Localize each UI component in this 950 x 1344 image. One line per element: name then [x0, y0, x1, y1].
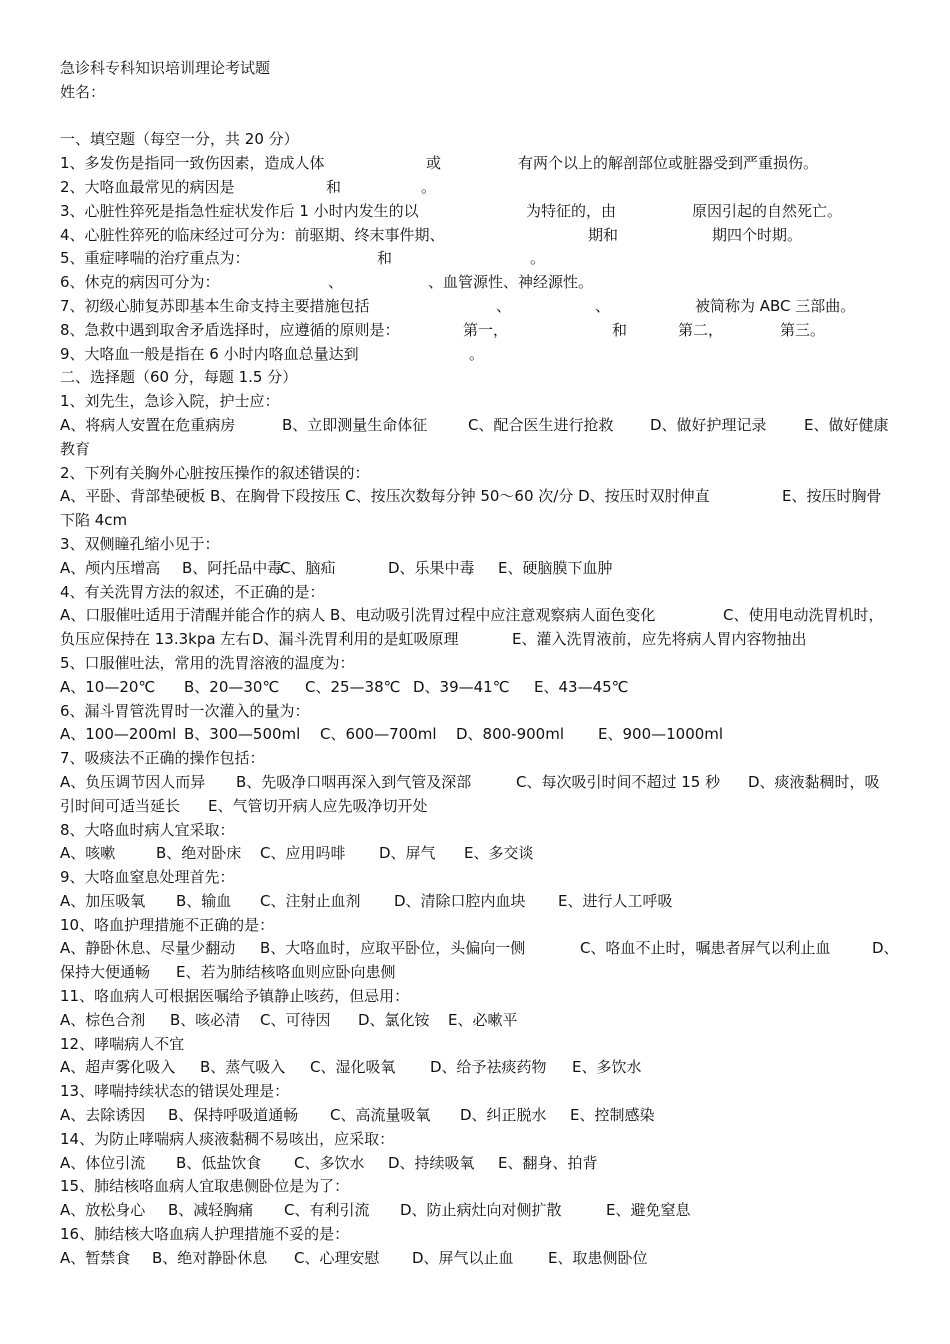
text-segment: D、屏气以止血	[412, 1248, 514, 1267]
text-segment: C、使用电动洗胃机时，	[723, 606, 884, 625]
text-line	[60, 1080, 896, 1104]
text-segment: 11、咯血病人可根据医嘱给予镇静止咳药，但忌用：	[60, 987, 410, 1006]
exam-body	[60, 128, 899, 1270]
text-segment: 期四个时期。	[712, 225, 803, 244]
text-segment: C、25—38℃	[305, 677, 401, 696]
text-segment: D、防止病灶向对侧扩散	[400, 1201, 562, 1220]
text-line	[60, 438, 896, 462]
text-segment: 9、大咯血窒息处理首先：	[60, 868, 235, 887]
text-line	[60, 271, 896, 295]
name-label: 姓名：	[60, 82, 106, 101]
text-segment: 1、刘先生，急诊入院，护士应：	[60, 392, 280, 411]
text-segment: B、立即测量生命体征	[282, 415, 428, 434]
text-segment: D、清除口腔内血块	[394, 891, 526, 910]
text-segment: 。	[469, 344, 485, 363]
text-segment: D、纠正脱水	[460, 1106, 547, 1125]
text-segment: A、加压吸氧	[60, 891, 146, 910]
text-segment: A、平卧、背部垫硬板 B、在胸骨下段按压 C、按压次数每分钟 50～60 次/分 D、按压时双肘伸直	[60, 487, 710, 506]
text-segment: E、43—45℃	[534, 677, 629, 696]
text-segment: A、静卧休息、尽量少翻动	[60, 939, 236, 958]
text-segment: 期和	[588, 225, 619, 244]
text-segment: A、体位引流	[60, 1153, 146, 1172]
text-segment: 7、初级心肺复苏即基本生命支持主要措施包括	[60, 296, 370, 315]
text-line	[60, 652, 896, 676]
text-segment: A、颅内压增高	[60, 558, 161, 577]
text-segment: B、绝对卧床	[156, 844, 242, 863]
text-segment: 有两个以上的解剖部位或脏器受到严重损伤。	[518, 154, 819, 173]
text-segment: E、多饮水	[572, 1058, 642, 1077]
text-segment: 16、肺结核大咯血病人护理措施不妥的是：	[60, 1225, 350, 1244]
text-line	[60, 1128, 896, 1152]
text-segment: 2、大咯血最常见的病因是	[60, 177, 235, 196]
document-title	[60, 57, 896, 81]
text-line	[60, 295, 896, 319]
text-line	[60, 224, 896, 248]
text-segment: E、取患侧卧位	[548, 1248, 648, 1267]
text-segment: A、去除诱因	[60, 1106, 146, 1125]
text-segment: 5、口服催吐法，常用的洗胃溶液的温度为：	[60, 653, 355, 672]
text-line	[60, 557, 896, 581]
text-segment: D、痰液黏稠时，吸	[748, 772, 880, 791]
text-line	[60, 914, 896, 938]
text-line	[60, 319, 896, 343]
text-line	[60, 247, 896, 271]
text-segment: D、持续吸氧	[388, 1153, 475, 1172]
text-segment: 第一，	[463, 320, 509, 339]
exam-document	[60, 57, 899, 1271]
text-segment: E、控制感染	[570, 1106, 655, 1125]
text-segment: B、输血	[176, 891, 232, 910]
text-segment: 3、心脏性猝死是指急性症状发作后 1 小时内发生的以	[60, 201, 419, 220]
text-line	[60, 676, 896, 700]
text-segment: C、有利引流	[284, 1201, 370, 1220]
text-line	[60, 1199, 896, 1223]
text-segment: A、口服催吐适用于清醒并能合作的病人 B、电动吸引洗胃过程中应注意观察病人面色变化	[60, 606, 656, 625]
text-segment: 3、双侧瞳孔缩小见于：	[60, 534, 220, 553]
text-segment: E、若为肺结核咯血则应卧向患侧	[176, 963, 396, 982]
text-segment: 第三。	[780, 320, 826, 339]
text-segment: C、每次吸引时间不超过 15 秒	[516, 772, 721, 791]
text-segment: D、氯化铵	[358, 1010, 430, 1029]
text-line	[60, 1175, 896, 1199]
text-segment: 被简称为 ABC 三部曲。	[695, 296, 856, 315]
text-segment: D、做好护理记录	[650, 415, 767, 434]
text-segment: 8、急救中遇到取舍矛盾选择时，应遵循的原则是：	[60, 320, 400, 339]
text-segment: E、进行人工呼吸	[558, 891, 673, 910]
text-segment: 7、吸痰法不正确的操作包括：	[60, 749, 265, 768]
text-line	[60, 795, 896, 819]
text-segment: B、300—500ml	[184, 725, 301, 744]
text-segment: B、减轻胸痛	[168, 1201, 254, 1220]
text-segment: D、屏气	[379, 844, 436, 863]
text-line	[60, 1223, 896, 1247]
text-segment: 10、咯血护理措施不正确的是：	[60, 915, 275, 934]
text-segment: A、负压调节因人而异	[60, 772, 206, 791]
text-segment: 。	[421, 177, 437, 196]
text-segment: 9、大咯血一般是指在 6 小时内咯血总量达到	[60, 344, 359, 363]
text-line	[60, 152, 896, 176]
text-line	[60, 414, 896, 438]
text-segment: D、给予祛痰药物	[430, 1058, 547, 1077]
text-line	[60, 937, 899, 961]
name-line	[60, 81, 896, 105]
text-segment: A、棕色合剂	[60, 1010, 146, 1029]
text-segment: 保持大便通畅	[60, 963, 151, 982]
text-segment: 原因引起的自然死亡。	[692, 201, 843, 220]
text-segment: A、10—20℃	[60, 677, 156, 696]
text-segment: A、咳嗽	[60, 844, 116, 863]
text-line	[60, 628, 896, 652]
text-segment: A、将病人安置在危重病房	[60, 415, 236, 434]
text-line	[60, 1104, 896, 1128]
text-segment: 。	[530, 249, 546, 268]
text-segment: 、	[595, 296, 611, 315]
text-segment: 8、大咯血时病人宜采取：	[60, 820, 235, 839]
text-segment: 5、重症哮喘的治疗重点为：	[60, 249, 250, 268]
text-segment: E、900—1000ml	[598, 725, 724, 744]
text-line	[60, 700, 896, 724]
text-segment: E、必嗽平	[448, 1010, 518, 1029]
text-line	[60, 1247, 896, 1271]
text-segment: 和	[612, 320, 628, 339]
text-segment: 和	[326, 177, 342, 196]
text-line	[60, 842, 896, 866]
text-segment: A、100—200ml	[60, 725, 177, 744]
text-segment: 、	[496, 296, 512, 315]
text-line	[60, 890, 896, 914]
text-line	[60, 961, 896, 985]
text-segment: 12、哮喘病人不宜	[60, 1034, 185, 1053]
text-segment: 一、填空题（每空一分，共 20 分）	[60, 130, 299, 149]
text-segment: A、放松身心	[60, 1201, 146, 1220]
text-line	[60, 533, 896, 557]
text-segment: B、20—30℃	[184, 677, 280, 696]
text-line	[60, 462, 896, 486]
text-segment: 6、休克的病因可分为：	[60, 273, 220, 292]
text-line	[60, 866, 896, 890]
text-segment: E、按压时胸骨	[782, 487, 882, 506]
text-line	[60, 604, 896, 628]
text-line	[60, 176, 896, 200]
text-line	[60, 128, 896, 152]
text-segment: E、多交谈	[464, 844, 534, 863]
text-segment: B、蒸气吸入	[200, 1058, 286, 1077]
text-segment: C、可待因	[260, 1010, 331, 1029]
text-segment: 1、多发伤是指同一致伤因素，造成人体	[60, 154, 325, 173]
text-segment: B、阿托品中毒	[182, 558, 283, 577]
text-segment: A、超声雾化吸入	[60, 1058, 176, 1077]
text-segment: 二、选择题（60 分，每题 1.5 分）	[60, 368, 298, 387]
text-segment: 15、肺结核咯血病人宜取患侧卧位是为了：	[60, 1177, 350, 1196]
text-line	[60, 771, 896, 795]
text-line	[60, 819, 896, 843]
text-segment: 2、下列有关胸外心脏按压操作的叙述错误的：	[60, 463, 370, 482]
text-line	[60, 985, 896, 1009]
text-segment: 第二，	[678, 320, 724, 339]
text-segment: A、暂禁食	[60, 1248, 131, 1267]
text-segment: B、先吸净口咽再深入到气管及深部	[236, 772, 472, 791]
text-line	[60, 747, 896, 771]
text-segment: E、翻身、拍背	[498, 1153, 598, 1172]
text-segment: 、	[328, 273, 344, 292]
text-line	[60, 366, 896, 390]
text-line	[60, 390, 896, 414]
text-segment: B、低盐饮食	[176, 1153, 262, 1172]
text-line	[60, 343, 896, 367]
text-segment: C、注射止血剂	[260, 891, 361, 910]
text-line	[60, 1033, 896, 1057]
text-segment: B、大咯血时，应取平卧位，头偏向一侧	[260, 939, 526, 958]
text-segment: 13、哮喘持续状态的错误处理是：	[60, 1082, 290, 1101]
text-segment: 负压应保持在 13.3kpa 左右	[60, 630, 251, 649]
text-line	[60, 723, 896, 747]
text-line	[60, 1056, 896, 1080]
text-line	[60, 1009, 896, 1033]
text-segment: C、高流量吸氧	[330, 1106, 431, 1125]
text-segment: 下陷 4cm	[60, 511, 128, 530]
text-segment: 4、心脏性猝死的临床经过可分为：前驱期、终末事件期、	[60, 225, 445, 244]
spacer	[60, 105, 896, 129]
text-segment: D、	[872, 939, 899, 958]
text-segment: 引时间可适当延长	[60, 796, 181, 815]
text-segment: E、避免窒息	[606, 1201, 691, 1220]
text-segment: 14、为防止哮喘病人痰液黏稠不易咳出，应采取：	[60, 1129, 395, 1148]
text-segment: C、脑疝	[280, 558, 336, 577]
text-segment: D、漏斗洗胃利用的是虹吸原理	[252, 630, 459, 649]
text-segment: 、血管源性、神经源性。	[428, 273, 594, 292]
text-segment: 为特征的，由	[526, 201, 617, 220]
text-segment: 教育	[60, 439, 91, 458]
text-segment: C、咯血不止时，嘱患者屏气以利止血	[580, 939, 831, 958]
text-segment: E、硬脑膜下血肿	[498, 558, 613, 577]
text-line	[60, 1152, 896, 1176]
text-segment: C、应用吗啡	[260, 844, 346, 863]
text-segment: B、绝对静卧休息	[152, 1248, 268, 1267]
text-segment: D、39—41℃	[413, 677, 510, 696]
text-segment: C、多饮水	[294, 1153, 365, 1172]
text-segment: B、咳必清	[170, 1010, 241, 1029]
text-segment: C、心理安慰	[294, 1248, 380, 1267]
text-segment: D、乐果中毒	[388, 558, 475, 577]
text-line	[60, 581, 896, 605]
text-segment: E、气管切开病人应先吸净切开处	[208, 796, 428, 815]
text-line	[60, 509, 896, 533]
text-segment: 4、有关洗胃方法的叙述，不正确的是：	[60, 582, 325, 601]
text-segment: 6、漏斗胃管洗胃时一次灌入的量为：	[60, 701, 310, 720]
title-text: 急诊科专科知识培训理论考试题	[60, 59, 271, 77]
text-segment: C、配合医生进行抢救	[468, 415, 614, 434]
text-segment: 或	[426, 154, 442, 173]
text-segment: B、保持呼吸道通畅	[168, 1106, 299, 1125]
text-segment: 和	[377, 249, 393, 268]
text-segment: C、600—700ml	[320, 725, 437, 744]
text-segment: C、湿化吸氧	[310, 1058, 396, 1077]
text-segment: D、800-900ml	[456, 725, 565, 744]
text-line	[60, 485, 896, 509]
text-segment: E、做好健康	[804, 415, 889, 434]
text-segment: E、灌入洗胃液前，应先将病人胃内容物抽出	[512, 630, 807, 649]
text-line	[60, 200, 896, 224]
